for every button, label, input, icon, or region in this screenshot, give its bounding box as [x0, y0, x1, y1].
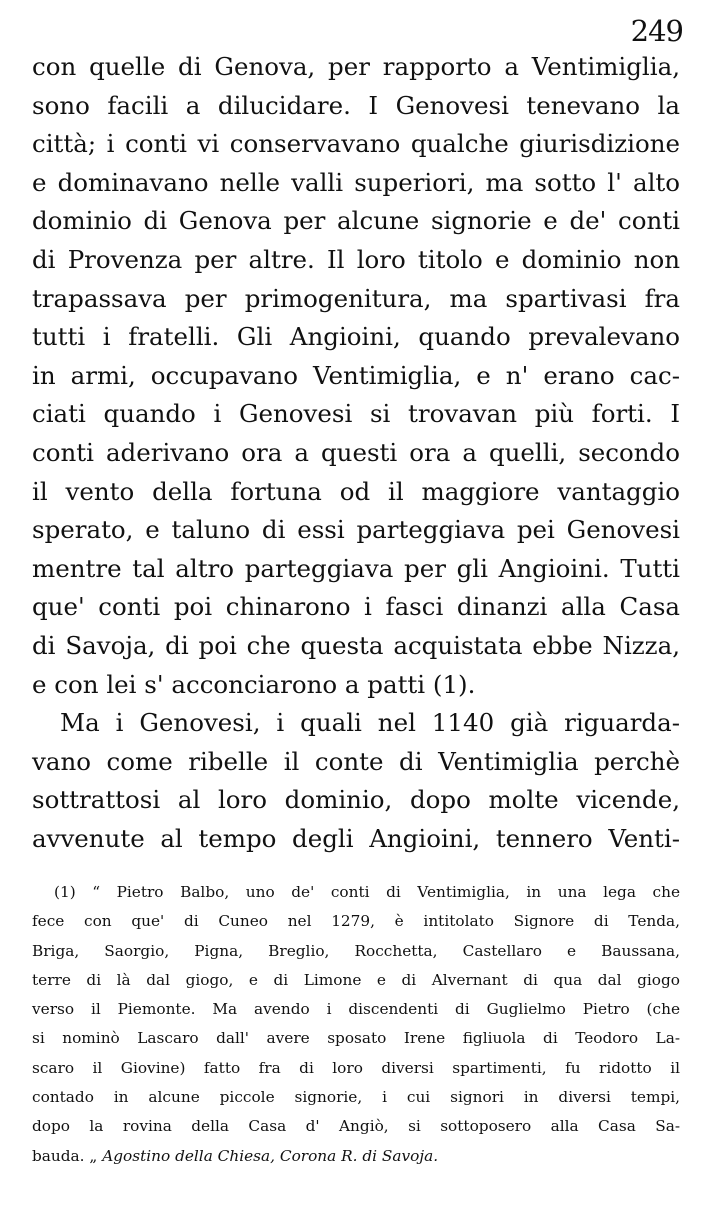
- page-number: 249: [630, 14, 683, 48]
- footnote-line: fece con que' di Cuneo nel 1279, è intitolato Signore di Tenda,: [32, 912, 680, 931]
- text-line: con quelle di Genova, per rapporto a Ventimiglia,: [32, 52, 680, 81]
- text-line: città; i conti vi conservavano qualche giurisdizione: [32, 129, 680, 159]
- text-line: trapassava per primogenitura, ma spartivasi fra: [32, 283, 680, 313]
- text-line: in armi, occupavano Ventimiglia, e n' erano cac-: [32, 360, 680, 390]
- text-line: sono facili a dilucidare. I Genovesi tenevano la: [32, 90, 680, 120]
- footnote-line: verso il Piemonte. Ma avendo i discendenti di Guglielmo Pietro (che: [32, 1000, 680, 1019]
- text-line: Ma i Genovesi, i quali nel 1140 già riguarda-: [60, 708, 680, 738]
- footnote-citation: Agostino della Chiesa, Corona R. di Savoja.: [102, 1146, 439, 1165]
- main-text: [32, 48, 680, 858]
- text-line: sperato, e taluno di essi parteggiava pei Genovesi: [32, 515, 680, 545]
- text-line: vano come ribelle il conte di Ventimiglia perchè: [32, 746, 680, 776]
- text-line: tutti i fratelli. Gli Angioini, quando prevalevano: [32, 322, 680, 352]
- text-line: e dominavano nelle valli superiori, ma sotto l' alto: [32, 167, 680, 197]
- text-line: ciati quando i Genovesi si trovavan più forti. I: [32, 399, 680, 429]
- footnote: [32, 878, 680, 1171]
- text-line: il vento della fortuna od il maggiore vantaggio: [32, 476, 680, 506]
- text-line: di Provenza per altre. Il loro titolo e dominio non: [32, 244, 680, 274]
- footnote-line: dopo la rovina della Casa d' Angiò, si sottoposero alla Casa Sa-: [32, 1117, 680, 1136]
- footnote-line: si nominò Lascaro dall' avere sposato Irene figliuola di Teodoro La-: [32, 1029, 680, 1048]
- footnote-line: (1) “ Pietro Balbo, uno de' conti di Ventimiglia, in una lega che: [54, 883, 680, 901]
- footnote-line: [32, 1142, 680, 1171]
- text-line: que' conti poi chinarono i fasci dinanzi alla Casa: [32, 592, 680, 622]
- text-line: di Savoja, di poi che questa acquistata ebbe Nizza,: [32, 630, 680, 660]
- text-line: mentre tal altro parteggiava per gli Angioini. Tutti: [32, 553, 680, 583]
- footnote-line: contado in alcune piccole signorie, i cui signori in diversi tempi,: [32, 1088, 680, 1107]
- footnote-end-text: bauda. „: [32, 1146, 98, 1165]
- footnote-line: Briga, Saorgio, Pigna, Breglio, Rocchetta, Castellaro e Baussana,: [32, 941, 680, 960]
- text-line: e con lei s' acconciarono a patti (1).: [32, 669, 476, 699]
- footnote-line: terre di là dal giogo, e di Limone e di Alvernant di qua dal giogo: [32, 970, 680, 989]
- text-line: dominio di Genova per alcune signorie e de' conti: [32, 206, 680, 236]
- text-line: sottrattosi al loro dominio, dopo molte vicende,: [32, 785, 680, 815]
- text-line: avvenute al tempo degli Angioini, tennero Venti-: [32, 823, 680, 853]
- footnote-line: scaro il Giovine) fatto fra di loro diversi spartimenti, fu ridotto il: [32, 1058, 680, 1077]
- text-line: conti aderivano ora a questi ora a quelli, secondo: [32, 437, 680, 467]
